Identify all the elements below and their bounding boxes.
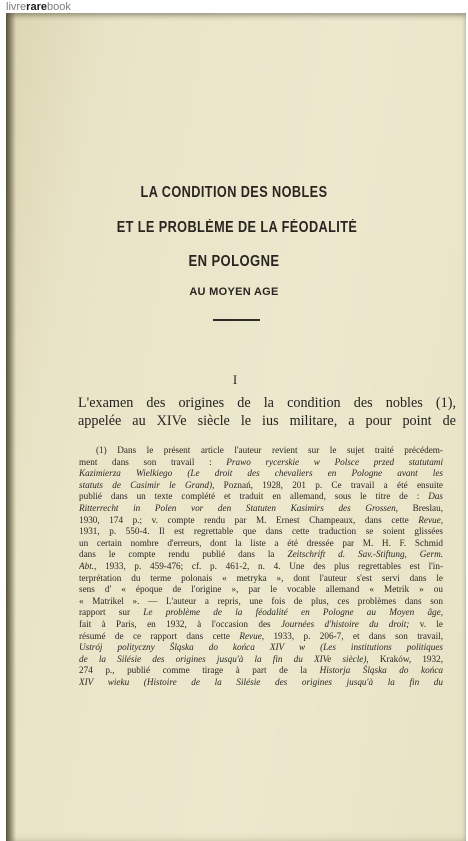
footnote-line: résumé de ce rapport dans cette Revue, 1933, p. 206-7, et dans son travail, [79, 630, 443, 641]
footnote-line: Abt., 1933, p. 459-476; cf. p. 461-2, n. 4. Une des plus regrettables est l'in- [79, 560, 443, 571]
footnote [79, 445, 443, 688]
title-divider [213, 319, 260, 321]
title-line-4: AU MOYEN AGE [189, 286, 279, 298]
footnote-line: rapport sur Le problème de la féodalité en Pologne au Moyen âge, [79, 607, 443, 618]
footnote-line: sens d' « époque de l'origine », par le vocable allemand « Metrik » ou [79, 584, 443, 595]
footnote-line: ment dans son travail : Prawo rycerskie w Polsce przed statutami [79, 456, 443, 467]
body-line-1: L'examen des origines de la condition des nobles (1), [78, 395, 456, 411]
footnote-line: 274 p., publié comme tirage à part de la Historja Śląska do końca [79, 665, 443, 676]
footnote-line: statuts de Casimir le Grand), Poznań, 1928, 201 p. Ce travail a été ensuite [79, 479, 443, 490]
watermark-part-2: rare [26, 1, 47, 13]
body-paragraph [78, 394, 456, 430]
section-number: I [232, 372, 238, 387]
footnote-line: « Matrikel ». — L'auteur a repris, une fois de plus, ces problèmes dans son [79, 595, 443, 606]
footnote-line: dans le compte rendu publié dans la Zeitschrift d. Sav.-Stiftung, Germ. [79, 549, 443, 560]
footnote-line: Kazimierza Wielkiego (Le droit des chevaliers en Pologne avant les [79, 468, 443, 479]
footnote-line: XIV wieku (Histoire de la Silésie des origines jusqu'à la fin du [79, 676, 443, 687]
body-line-2: appelée au XIVe siècle le ius militare, a pour point de [78, 413, 456, 429]
footnote-line: Ritterrecht in Polen vor den Statuten Kasimirs des Grossen, Breslau, [79, 502, 443, 513]
title-line-1: LA CONDITION DES NOBLES [140, 184, 328, 201]
footnote-line: terprétation du terme polonais « metryka », dont l'auteur s'est servi dans le [79, 572, 443, 583]
title-line-3: EN POLOGNE [188, 253, 280, 270]
footnote-line: publié dans un texte complété et traduit en allemand, sous le titre de : Das [79, 491, 443, 502]
title-line-2: ET LE PROBLÈME DE LA FÉODALITÉ [116, 219, 358, 236]
watermark-logo [6, 1, 71, 13]
footnote-line: 1931, p. 550-4. Il est regrettable que dans cette traduction se soient glissées [79, 526, 443, 537]
footnote-line: de la Silésie des origines jusqu'à la fin du XIVe siècle), Kraków, 1932, [79, 653, 443, 664]
watermark-part-3: book [46, 1, 71, 13]
footnote-line: un certain nombre d'erreurs, dont la liste a été dressée par M. H. F. Schmid [79, 537, 443, 548]
footnote-line: (1) Dans le présent article l'auteur revient sur le sujet traité précédem- [96, 445, 443, 455]
watermark-part-1: livre [6, 1, 27, 13]
footnote-line: Ustrój polityczny Śląska do końca XIV w (Les institutions politiques [79, 642, 443, 653]
footnote-line: fait à Paris, en 1932, à l'occasion des Journées d'histoire du droit; v. le [79, 618, 443, 629]
footnote-line: 1930, 174 p.; v. compte rendu par M. Ernest Champeaux, dans cette Revue, [79, 514, 443, 525]
